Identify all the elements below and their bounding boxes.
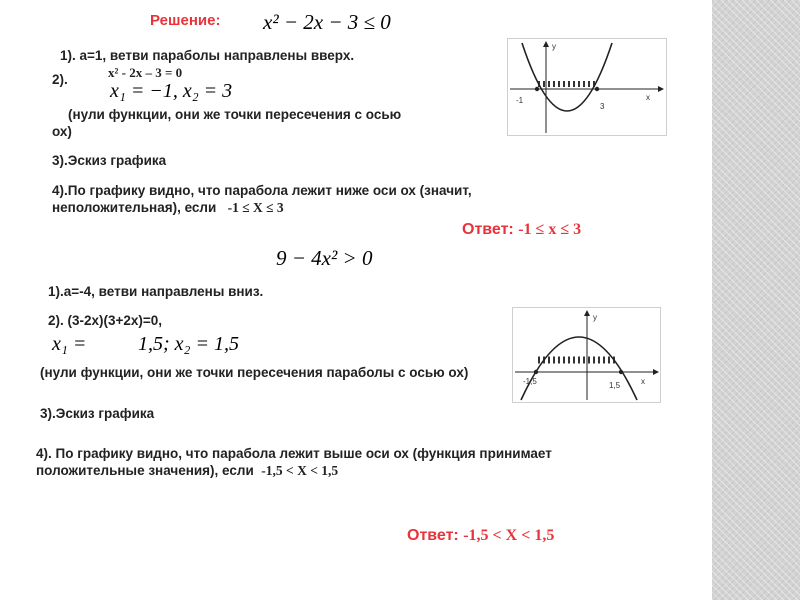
inequality-1: x² − 2x − 3 ≤ 0 [263,10,391,34]
graph-1-parabola [522,43,612,111]
graph-1-x-arrow [658,86,664,92]
graph-1-x-label: x [646,93,650,102]
graph-2-left-root-label: -1,5 [523,377,537,386]
graph-1-svg [508,39,666,135]
p1-step2-equation: x² - 2x – 3 = 0 [108,65,183,80]
p1-step4-text: 4).По графику видно, что парабола лежит ниже оси ох (значит, неположительная), если [52,183,472,215]
p1-answer-value: -1 ≤ x ≤ 3 [518,221,582,238]
p2-step4 [36,445,596,479]
p2-step2: 2). (3-2x)(3+2x)=0, [48,313,163,328]
p1-roots: x₁ = −1, x₂ = 3 [110,80,233,102]
graph-1-y-arrow [543,41,549,47]
graph-2-y-label: y [593,313,597,322]
p2-step4-text: 4). По графику видно, что парабола лежит выше оси ох (функция принимает положительные значения), если [36,446,552,478]
graph-2-right-root-label: 1,5 [609,381,621,390]
p2-step4-range: -1,5 < X < 1,5 [261,463,339,478]
p2-step1: 1).a=-4, ветви направлены вниз. [48,284,264,299]
graph-2-left-root [534,370,538,374]
graph-1 [507,38,667,136]
graph-1-left-root-label: -1 [516,96,524,105]
side-decoration-strip [712,0,800,600]
p1-step1: 1). a=1, ветви параболы направлены вверх. [60,48,355,63]
p1-step4 [52,182,592,216]
graph-1-y-label: y [552,42,556,51]
p1-step2-label: 2). [52,72,68,87]
p1-step4-range: -1 ≤ X ≤ 3 [227,200,284,215]
graph-1-right-root [595,87,599,91]
p1-answer [462,221,581,238]
inequality-2: 9 − 4x² > 0 [276,246,373,270]
graph-2-right-root [619,370,623,374]
graph-2-x-arrow [653,369,659,375]
p2-answer-value: -1,5 < X < 1,5 [463,527,555,544]
graph-2 [512,307,661,403]
graph-2-parabola [521,337,637,400]
p2-roots: 1,5; x₂ = 1,5 [138,333,239,355]
graph-2-y-arrow [584,310,590,316]
p1-roots-note: (нули функции, они же точки пересечения с осью ох) [52,107,402,139]
solution-heading: Решение: [150,12,221,29]
p2-answer [407,527,554,544]
graph-1-right-root-label: 3 [600,102,605,111]
graph-2-svg [513,308,660,402]
graph-1-left-root [535,87,539,91]
graph-2-x-label: x [641,377,645,386]
p2-roots-x1: x₁ = [52,333,87,355]
p2-answer-label: Ответ: [407,527,459,544]
p2-step3: 3).Эскиз графика [40,406,155,421]
p1-answer-label: Ответ: [462,221,514,238]
p2-roots-note: (нули функции, они же точки пересечения параболы с осью ох) [40,365,469,380]
p1-step3: 3).Эскиз графика [52,153,167,168]
